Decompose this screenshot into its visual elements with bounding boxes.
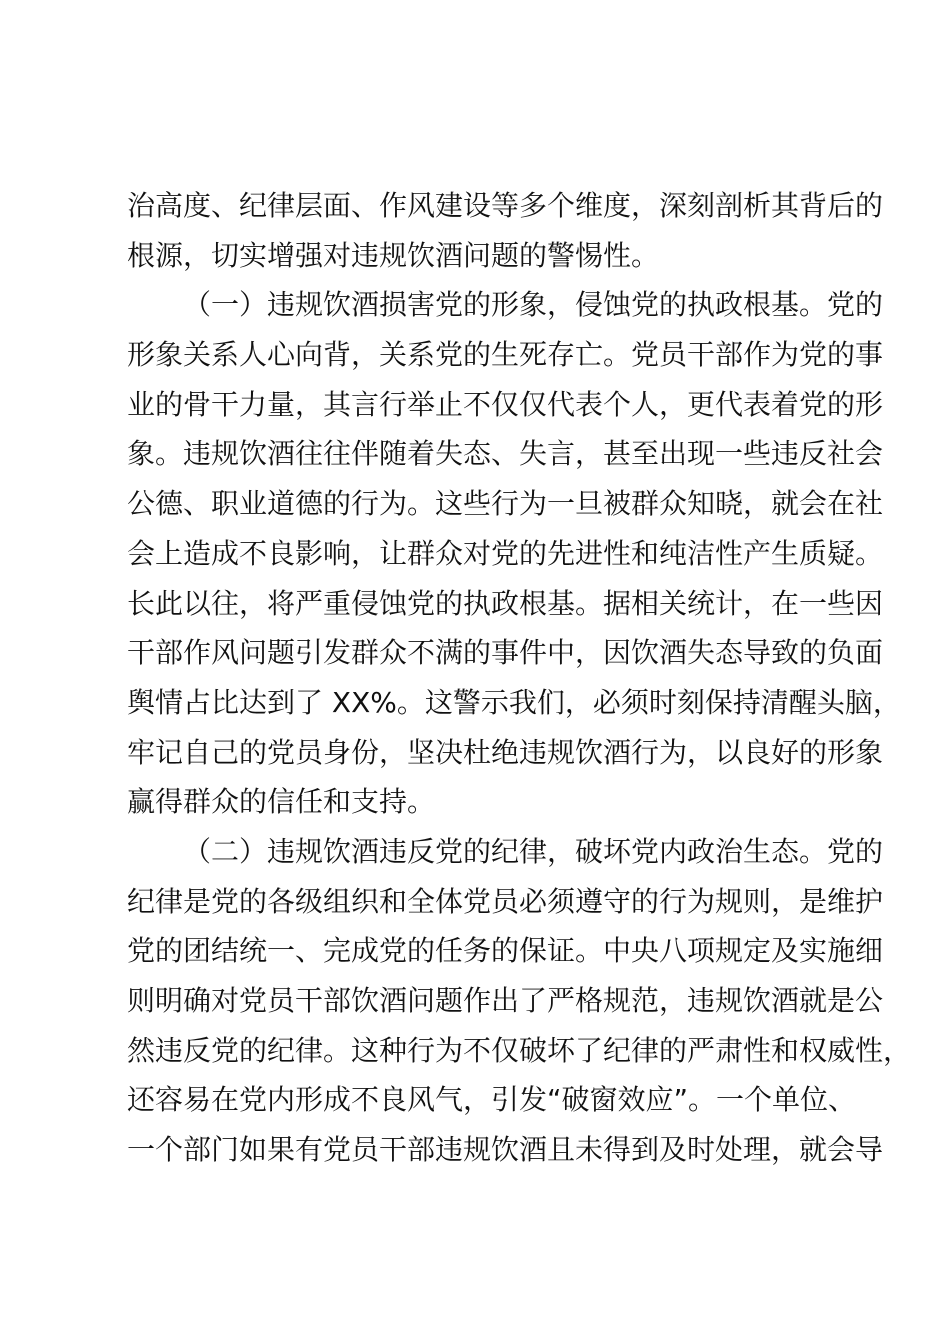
text-line: 形象关系人心向背，关系党的生死存亡。党员干部作为党的事	[127, 338, 884, 372]
body-text	[127, 181, 912, 1175]
text-line: 业的骨干力量，其言行举止不仅仅代表个人，更代表着党的形	[127, 387, 884, 421]
text-line: 干部作风问题引发群众不满的事件中，因饮酒失态导致的负面	[127, 636, 884, 670]
text-line: 会上造成不良影响，让群众对党的先进性和纯洁性产生质疑。	[127, 536, 884, 570]
text-line: 一个部门如果有党员干部违规饮酒且未得到及时处理，就会导	[127, 1133, 884, 1167]
text-line: 长此以往，将严重侵蚀党的执政根基。据相关统计，在一些因	[127, 586, 884, 620]
paragraph-heading-line: （二）违规饮酒违反党的纪律，破坏党内政治生态。党的	[183, 834, 884, 868]
text-line: 党的团结统一、完成党的任务的保证。中央八项规定及实施细	[127, 934, 884, 968]
text-line: 还容易在党内形成不良风气，引发“破窗效应”。一个单位、	[127, 1083, 857, 1117]
paragraph-heading-line: （一）违规饮酒损害党的形象，侵蚀党的执政根基。党的	[183, 288, 884, 322]
text-line: 赢得群众的信任和支持。	[127, 785, 436, 819]
text-line: 然违反党的纪律。这种行为不仅破坏了纪律的严肃性和权威性，	[127, 1033, 912, 1067]
text-line: 象。违规饮酒往往伴随着失态、失言，甚至出现一些违反社会	[127, 437, 884, 471]
text-line: 公德、职业道德的行为。这些行为一旦被群众知晓，就会在社	[127, 487, 884, 521]
text-line: 则明确对党员干部饮酒问题作出了严格规范，违规饮酒就是公	[127, 984, 884, 1017]
text-line: 纪律是党的各级组织和全体党员必须遵守的行为规则，是维护	[127, 884, 884, 918]
text-line: 舆情占比达到了 XX%。这警示我们，必须时刻保持清醒头脑，	[127, 685, 901, 719]
text-line: 牢记自己的党员身份，坚决杜绝违规饮酒行为，以良好的形象	[127, 735, 884, 769]
text-line: 治高度、纪律层面、作风建设等多个维度，深刻剖析其背后的	[127, 189, 884, 222]
text-line: 根源，切实增强对违规饮酒问题的警惕性。	[127, 238, 660, 272]
